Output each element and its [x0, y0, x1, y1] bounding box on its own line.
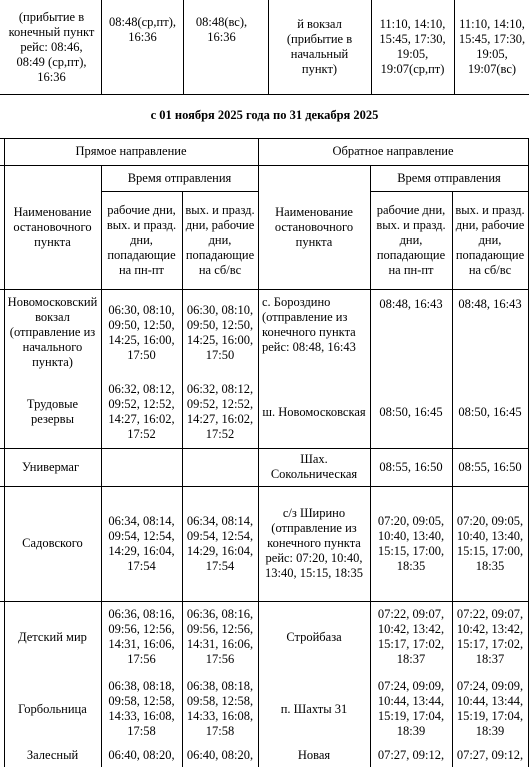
time-bwd-weekend: [452, 289, 528, 319]
prev-table-text: й вокзал (прибытие в начальный пункт): [286, 17, 353, 76]
time-bwd-weekend: [452, 486, 528, 601]
time-text: 07:24, 09:09, 10:44, 13:44, 15:19, 17:04, 18:39: [456, 679, 524, 738]
time-fwd-weekday: [101, 486, 182, 601]
stop-name-bwd: [258, 289, 370, 376]
stop-name-text: Новомосковский вокзал (отправление из начального пункта): [7, 295, 98, 369]
prev-table-cell-stop-bwd: [269, 0, 370, 94]
header-backward-direction: [258, 138, 528, 165]
stop-name-text: Новая: [297, 748, 331, 762]
stop-name-fwd: [4, 745, 101, 767]
time-bwd-weekday: [370, 486, 452, 601]
time-bwd-weekend: [452, 376, 528, 448]
stop-name-text: п. Шахты 31: [280, 701, 348, 716]
time-text: 08:48, 16:43: [458, 296, 522, 311]
time-text: 06:32, 08:12, 09:52, 12:52, 14:27, 16:02, 17:52: [186, 382, 254, 441]
stop-name-fwd: [4, 289, 101, 376]
stop-name-text: Шах. Сокольническая: [270, 452, 358, 481]
header-text: рабочие дни, вых. и празд. дни, попадающие на пн-пт: [106, 202, 177, 277]
time-text: 07:27, 09:12,: [456, 748, 524, 762]
time-text: 06:34, 08:14, 09:54, 12:54, 14:29, 16:04, 17:54: [186, 513, 254, 573]
time-text: 06:32, 08:12, 09:52, 12:52, 14:27, 16:02, 17:52: [108, 382, 175, 441]
time-fwd-weekend: [182, 448, 258, 486]
stop-name-text: Залесный: [26, 748, 79, 762]
stop-name-bwd: [258, 376, 370, 448]
prev-table-cell-bwd-weekend: [455, 0, 529, 94]
stop-name-fwd: [4, 673, 101, 745]
stop-name-fwd: [4, 448, 101, 486]
prev-table-text: 11:10, 14:10, 15:45, 17:30, 19:05, 19:07(вс): [458, 17, 526, 76]
header-text: рабочие дни, вых. и празд. дни, попадающие на пн-пт: [376, 202, 446, 277]
header-forward-direction: [4, 138, 258, 165]
header-text: Время отправления: [127, 170, 232, 185]
time-fwd-weekday: [101, 376, 182, 448]
stop-name-text: Горбольница: [18, 701, 87, 716]
prev-table-vline: [101, 0, 102, 94]
header-text: Время отправления: [397, 170, 501, 185]
prev-table-cell-stop-fwd: [2, 0, 101, 94]
time-bwd-weekend: [452, 673, 528, 745]
header-stop-name-bwd: [258, 165, 370, 289]
header-text: Прямое направление: [75, 144, 187, 158]
time-fwd-weekend: [182, 289, 258, 376]
time-text: 07:20, 09:05, 10:40, 13:40, 15:15, 17:00, 18:35: [377, 513, 445, 573]
time-text: 07:22, 09:07, 10:42, 13:42, 15:17, 17:02, 18:37: [377, 607, 445, 666]
header-departure-time-fwd: [101, 165, 258, 191]
time-fwd-weekend: [182, 673, 258, 745]
header-weekend-fwd: [182, 191, 258, 289]
time-text: 06:30, 08:10, 09:50, 12:50, 14:25, 16:00, 17:50: [186, 302, 254, 362]
time-text: 08:55, 16:50: [379, 459, 443, 474]
header-text: Наименование остановочного пункта: [13, 204, 92, 249]
time-bwd-weekday: [370, 601, 452, 673]
prev-table-text: (прибытие в конечный пункт рейс: 08:46, 08:49 (ср,пт), 16:36: [8, 9, 95, 84]
time-bwd-weekend: [452, 448, 528, 486]
time-text: 06:36, 08:16, 09:56, 12:56, 14:31, 16:06, 17:56: [108, 607, 175, 666]
time-fwd-weekday: [101, 601, 182, 673]
header-weekend-bwd: [452, 191, 528, 289]
time-text: 06:40, 08:20,: [108, 748, 175, 762]
time-fwd-weekday: [101, 289, 182, 376]
stop-name-bwd: [258, 601, 370, 673]
time-bwd-weekday: [370, 376, 452, 448]
time-text: 06:38, 08:18, 09:58, 12:58, 14:33, 16:08, 17:58: [186, 679, 254, 738]
prev-table-bottom-line: [0, 94, 529, 95]
time-bwd-weekday: [370, 448, 452, 486]
stop-name-bwd: [258, 486, 370, 601]
header-weekday-bwd: [370, 191, 452, 289]
stop-name-fwd: [4, 376, 101, 448]
stop-name-text: с/з Ширино (отправление из конечного пункта рейс: 07:20, 10:40, 13:40, 15:15, 18:35: [265, 506, 363, 580]
prev-table-cell-bwd-weekday: [372, 0, 453, 94]
time-text: 08:50, 16:45: [379, 404, 443, 419]
time-text: 07:20, 09:05, 10:40, 13:40, 15:15, 17:00, 18:35: [456, 513, 524, 573]
stop-name-text: Садовского: [22, 536, 83, 550]
stop-name-bwd: [258, 745, 370, 767]
time-bwd-weekend: [452, 601, 528, 673]
prev-table-text: 08:48(ср,пт), 16:36: [109, 15, 176, 44]
time-fwd-weekend: [182, 601, 258, 673]
time-bwd-weekday: [370, 289, 452, 319]
time-bwd-weekend: [452, 745, 528, 767]
header-text: Обратное направление: [332, 144, 454, 158]
header-departure-time-bwd: [370, 165, 528, 191]
header-weekday-fwd: [101, 191, 182, 289]
stop-name-fwd: [4, 486, 101, 601]
time-text: 06:40, 08:20,: [186, 748, 254, 762]
header-stop-name-fwd: [4, 165, 101, 289]
time-fwd-weekend: [182, 376, 258, 448]
prev-table-cell-fwd-weekend: [184, 0, 259, 60]
header-text: Наименование остановочного пункта: [274, 204, 354, 249]
time-text: 06:36, 08:16, 09:56, 12:56, 14:31, 16:06, 17:56: [186, 607, 254, 666]
time-bwd-weekday: [370, 745, 452, 767]
prev-table-text: 08:48(вс), 16:36: [195, 15, 248, 44]
time-text: 08:48, 16:43: [379, 296, 443, 311]
header-text: вых. и празд. дни, рабочие дни, попадающие на сб/вс: [185, 202, 255, 277]
time-fwd-weekend: [182, 486, 258, 601]
stop-name-text: с. Бороздино (отправление из конечного пункта рейс: 08:48, 16:43: [262, 295, 356, 354]
stop-name-bwd: [258, 448, 370, 486]
prev-table-text: 11:10, 14:10, 15:45, 17:30, 19:05, 19:07(ср,пт): [379, 17, 446, 76]
time-text: 07:24, 09:09, 10:44, 13:44, 15:19, 17:04, 18:39: [377, 679, 445, 738]
time-fwd-weekday: [101, 745, 182, 767]
stop-name-fwd: [4, 601, 101, 673]
time-text: 06:34, 08:14, 09:54, 12:54, 14:29, 16:04, 17:54: [108, 513, 175, 573]
time-fwd-weekday: [101, 673, 182, 745]
stop-name-text: Стройбаза: [286, 629, 342, 644]
time-text: 07:27, 09:12,: [377, 748, 445, 762]
prev-table-vline: [183, 0, 184, 94]
stop-name-text: Детский мир: [18, 629, 87, 644]
time-text: 06:38, 08:18, 09:58, 12:58, 14:33, 16:08, 17:58: [108, 679, 175, 738]
time-text: 07:22, 09:07, 10:42, 13:42, 15:17, 17:02, 18:37: [456, 607, 524, 666]
stop-name-text: ш. Новомосковская: [262, 404, 366, 419]
time-bwd-weekday: [370, 673, 452, 745]
time-fwd-weekend: [182, 745, 258, 767]
stop-name-text: Трудовые резервы: [26, 397, 79, 426]
prev-table-cell-fwd-weekday: [102, 0, 183, 60]
prev-table-vline: [268, 0, 269, 94]
stop-name-bwd: [258, 673, 370, 745]
time-fwd-weekday: [101, 448, 182, 486]
header-text: вых. и празд. дни, рабочие дни, попадающие на сб/вс: [455, 202, 525, 277]
stop-name-text: Универмаг: [22, 459, 80, 474]
prev-table-vline: [371, 0, 372, 94]
period-title: с 01 ноября 2025 года по 31 декабря 2025: [150, 108, 379, 122]
time-text: 06:30, 08:10, 09:50, 12:50, 14:25, 16:00, 17:50: [108, 302, 175, 362]
prev-table-vline: [454, 0, 455, 94]
time-text: 08:50, 16:45: [458, 404, 522, 419]
time-text: 08:55, 16:50: [458, 459, 522, 474]
